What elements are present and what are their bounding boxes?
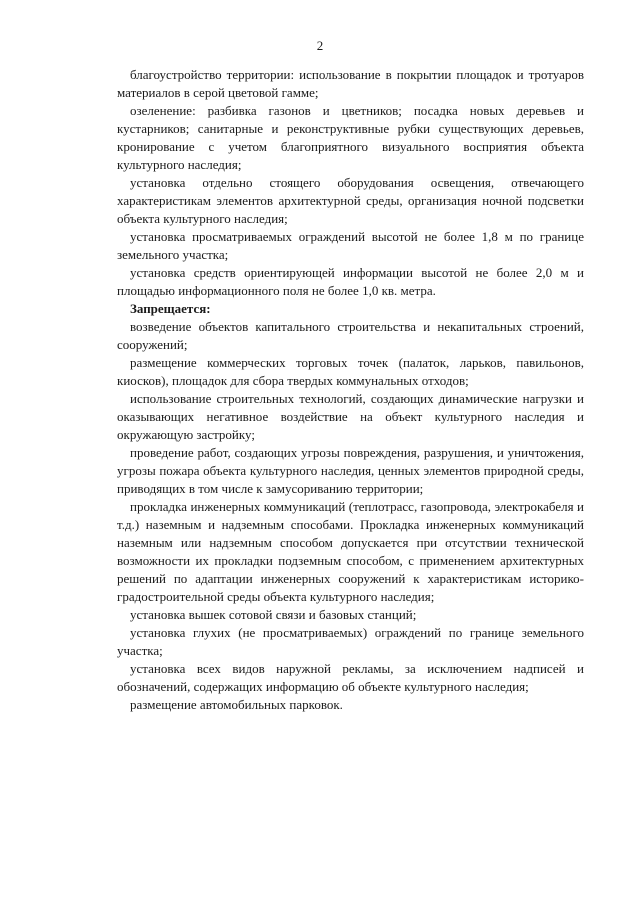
paragraph-landscaping: благоустройство территории: использование в покрытии площадок и тротуаров материалов в серой цветовой гамме; [117,67,584,100]
document-body [117,66,584,714]
prohibited-item-construction: возведение объектов капитального строительства и некапитальных строений, сооружений; [117,319,584,352]
prohibited-item-utilities: прокладка инженерных коммуникаций (теплотрасс, газопровода, электрокабеля и т.д.) наземным и надземным способами. Прокладка инженерных коммуникаций наземным или надземным способом допускается при отсутствии технической возможности их прокладки подземным способом, с применением архитектурных решений по адаптации инженерных сооружений к характеристикам историко-градостроительной среды объекта культурного наследия; [117,499,584,604]
prohibited-item-technologies: использование строительных технологий, создающих динамические нагрузки и оказывающих негативное воздействие на объект культурного наследия и окружающую застройку; [117,391,584,442]
prohibited-item-towers: установка вышек сотовой связи и базовых станций; [130,607,417,622]
paragraph-fencing: установка просматриваемых ограждений высотой не более 1,8 м по границе земельного участка; [117,229,584,262]
paragraph-lighting: установка отдельно стоящего оборудования освещения, отвечающего характеристикам элементов архитектурной среды, организация ночной подсветки объекта культурного наследия; [117,175,584,226]
prohibited-item-advertising: установка всех видов наружной рекламы, за исключением надписей и обозначений, содержащих информацию об объекте культурного наследия; [117,661,584,694]
prohibited-item-parking: размещение автомобильных парковок. [130,697,343,712]
page-number: 2 [316,38,324,53]
prohibited-item-blind-fences: установка глухих (не просматриваемых) ограждений по границе земельного участка; [117,625,584,658]
prohibited-heading: Запрещается: [130,301,211,316]
paragraph-signage: установка средств ориентирующей информации высотой не более 2,0 м и площадью информационного поля не более 1,0 кв. метра. [117,265,584,298]
prohibited-item-commercial: размещение коммерческих торговых точек (палаток, ларьков, павильонов, киосков), площадок для сбора твердых коммунальных отходов; [117,355,584,388]
paragraph-greening: озеленение: разбивка газонов и цветников; посадка новых деревьев и кустарников; санитарные и реконструктивные рубки существующих деревьев, кронирование с учетом благоприятного визуального восприятия объекта культурного наследия; [117,103,584,172]
prohibited-item-works: проведение работ, создающих угрозы повреждения, разрушения, и уничтожения, угрозы пожара объекта культурного наследия, ценных элементов природной среды, приводящих в том числе к замусориванию территории; [117,445,584,496]
